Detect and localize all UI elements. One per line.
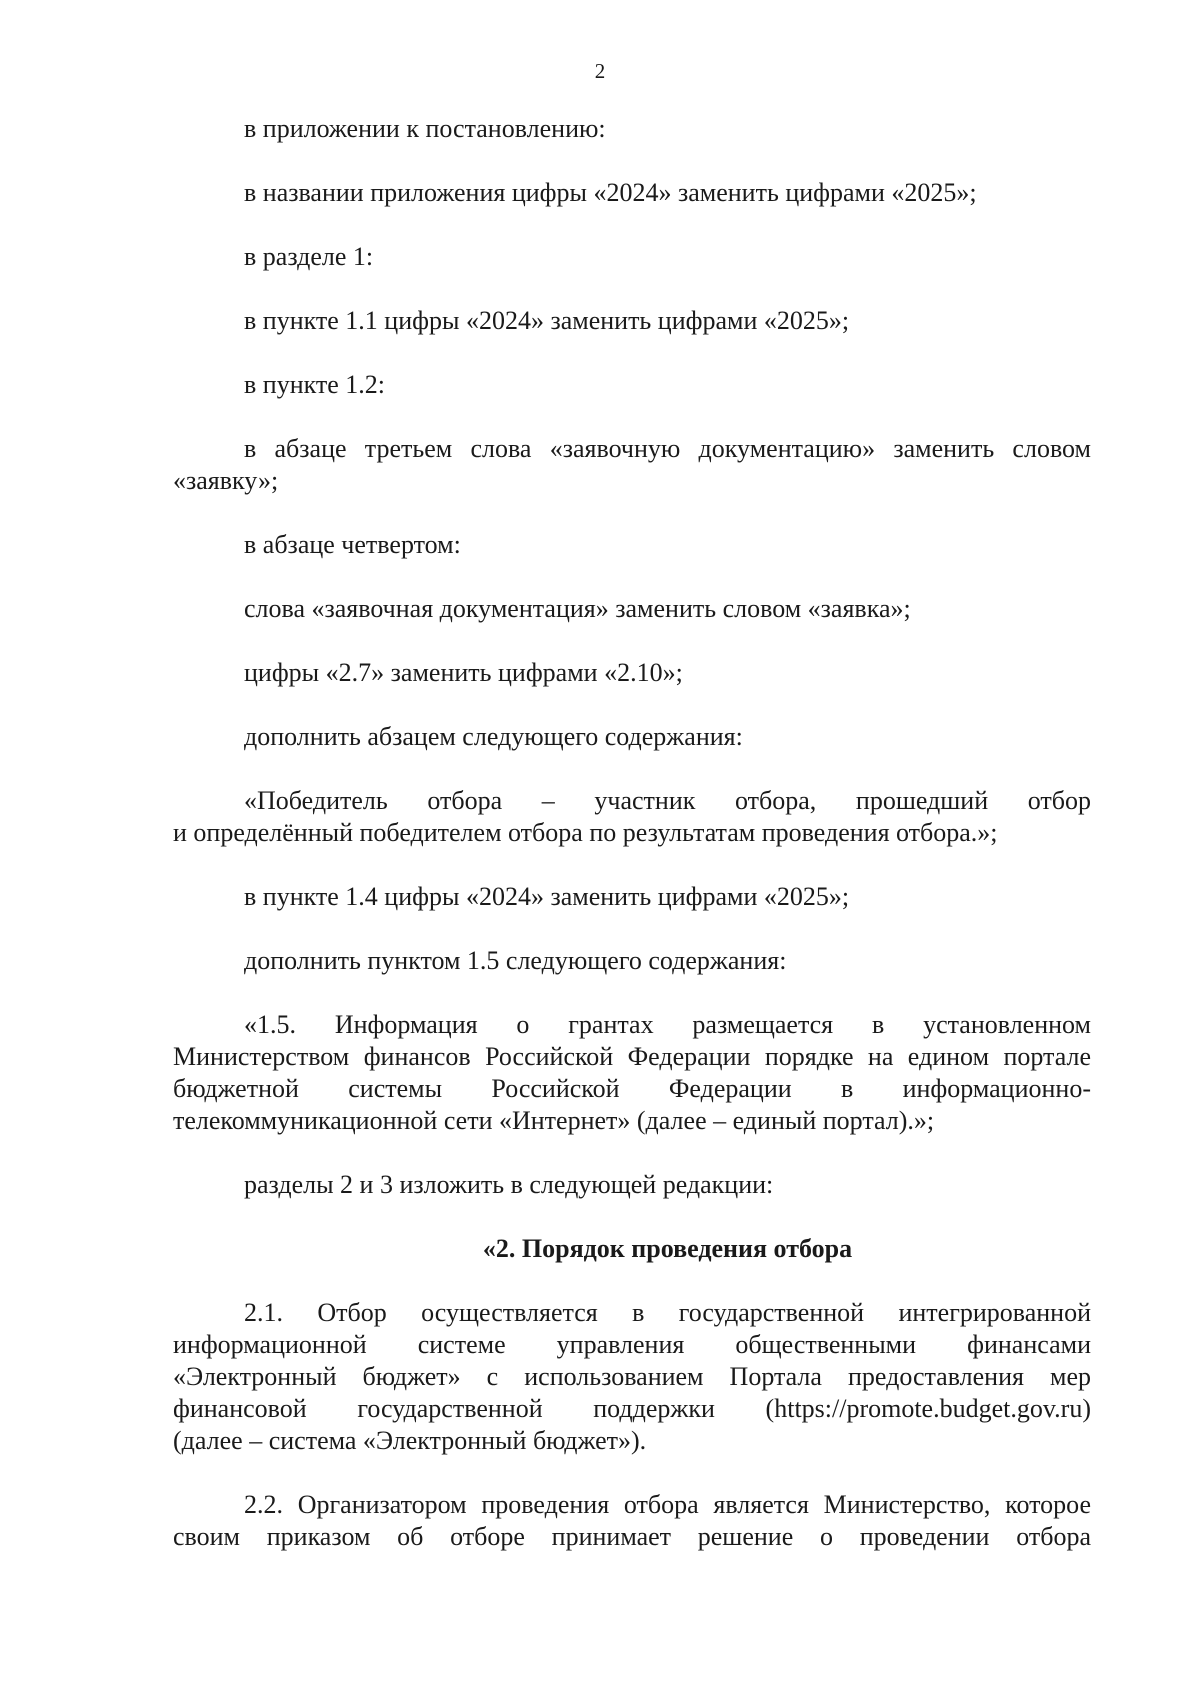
paragraph-line: 2.1. Отбор осуществляется в государственной интегрированной <box>244 1298 1091 1327</box>
paragraph: цифры «2.7» заменить цифрами «2.10»; <box>244 658 683 687</box>
section-heading: «2. Порядок проведения отбора <box>482 1234 853 1263</box>
paragraph-line: Министерством финансов Российской Федерации порядке на едином портале <box>173 1042 1091 1071</box>
paragraph-line: «Победитель отбора – участник отбора, прошедший отбор <box>244 786 1091 815</box>
paragraph: в приложении к постановлению: <box>244 114 606 143</box>
paragraph: в пункте 1.1 цифры «2024» заменить цифрами «2025»; <box>244 306 850 335</box>
paragraph <box>173 433 1091 497</box>
paragraph <box>173 1009 1091 1137</box>
paragraph: в абзаце четвертом: <box>244 530 461 559</box>
paragraph <box>173 1489 1091 1553</box>
paragraph <box>173 1297 1091 1457</box>
paragraph-line: бюджетной системы Российской Федерации в информационно- <box>173 1074 1091 1103</box>
paragraph: в названии приложения цифры «2024» заменить цифрами «2025»; <box>244 178 977 207</box>
paragraph: разделы 2 и 3 изложить в следующей редакции: <box>244 1170 774 1199</box>
paragraph-line: (далее – система «Электронный бюджет»). <box>173 1426 647 1455</box>
paragraph-line: 2.2. Организатором проведения отбора является Министерство, которое <box>244 1490 1091 1519</box>
paragraph: слова «заявочная документация» заменить словом «заявка»; <box>244 594 911 623</box>
page-number: 2 <box>594 59 606 83</box>
paragraph-line: «Электронный бюджет» с использованием Портала предоставления мер <box>173 1362 1091 1391</box>
paragraph-line: телекоммуникационной сети «Интернет» (далее – единый портал).»; <box>173 1106 935 1135</box>
paragraph-line: в абзаце третьем слова «заявочную документацию» заменить словом <box>244 434 1091 463</box>
paragraph: в пункте 1.4 цифры «2024» заменить цифрами «2025»; <box>244 882 850 911</box>
paragraph: дополнить абзацем следующего содержания: <box>244 722 743 751</box>
paragraph-line: своим приказом об отборе принимает решение о проведении отбора <box>173 1522 1091 1551</box>
paragraph-line: финансовой государственной поддержки (https://promote.budget.gov.ru) <box>173 1394 1091 1423</box>
paragraph: дополнить пунктом 1.5 следующего содержания: <box>244 946 787 975</box>
paragraph: в пункте 1.2: <box>244 370 386 399</box>
document-body <box>173 113 1091 1585</box>
paragraph-line: и определённый победителем отбора по результатам проведения отбора.»; <box>173 818 998 847</box>
paragraph-line: информационной системе управления общественными финансами <box>173 1330 1091 1359</box>
paragraph: в разделе 1: <box>244 242 374 271</box>
paragraph-line: «1.5. Информация о грантах размещается в установленном <box>244 1010 1091 1039</box>
paragraph <box>173 785 1091 849</box>
paragraph-line: «заявку»; <box>173 466 279 495</box>
